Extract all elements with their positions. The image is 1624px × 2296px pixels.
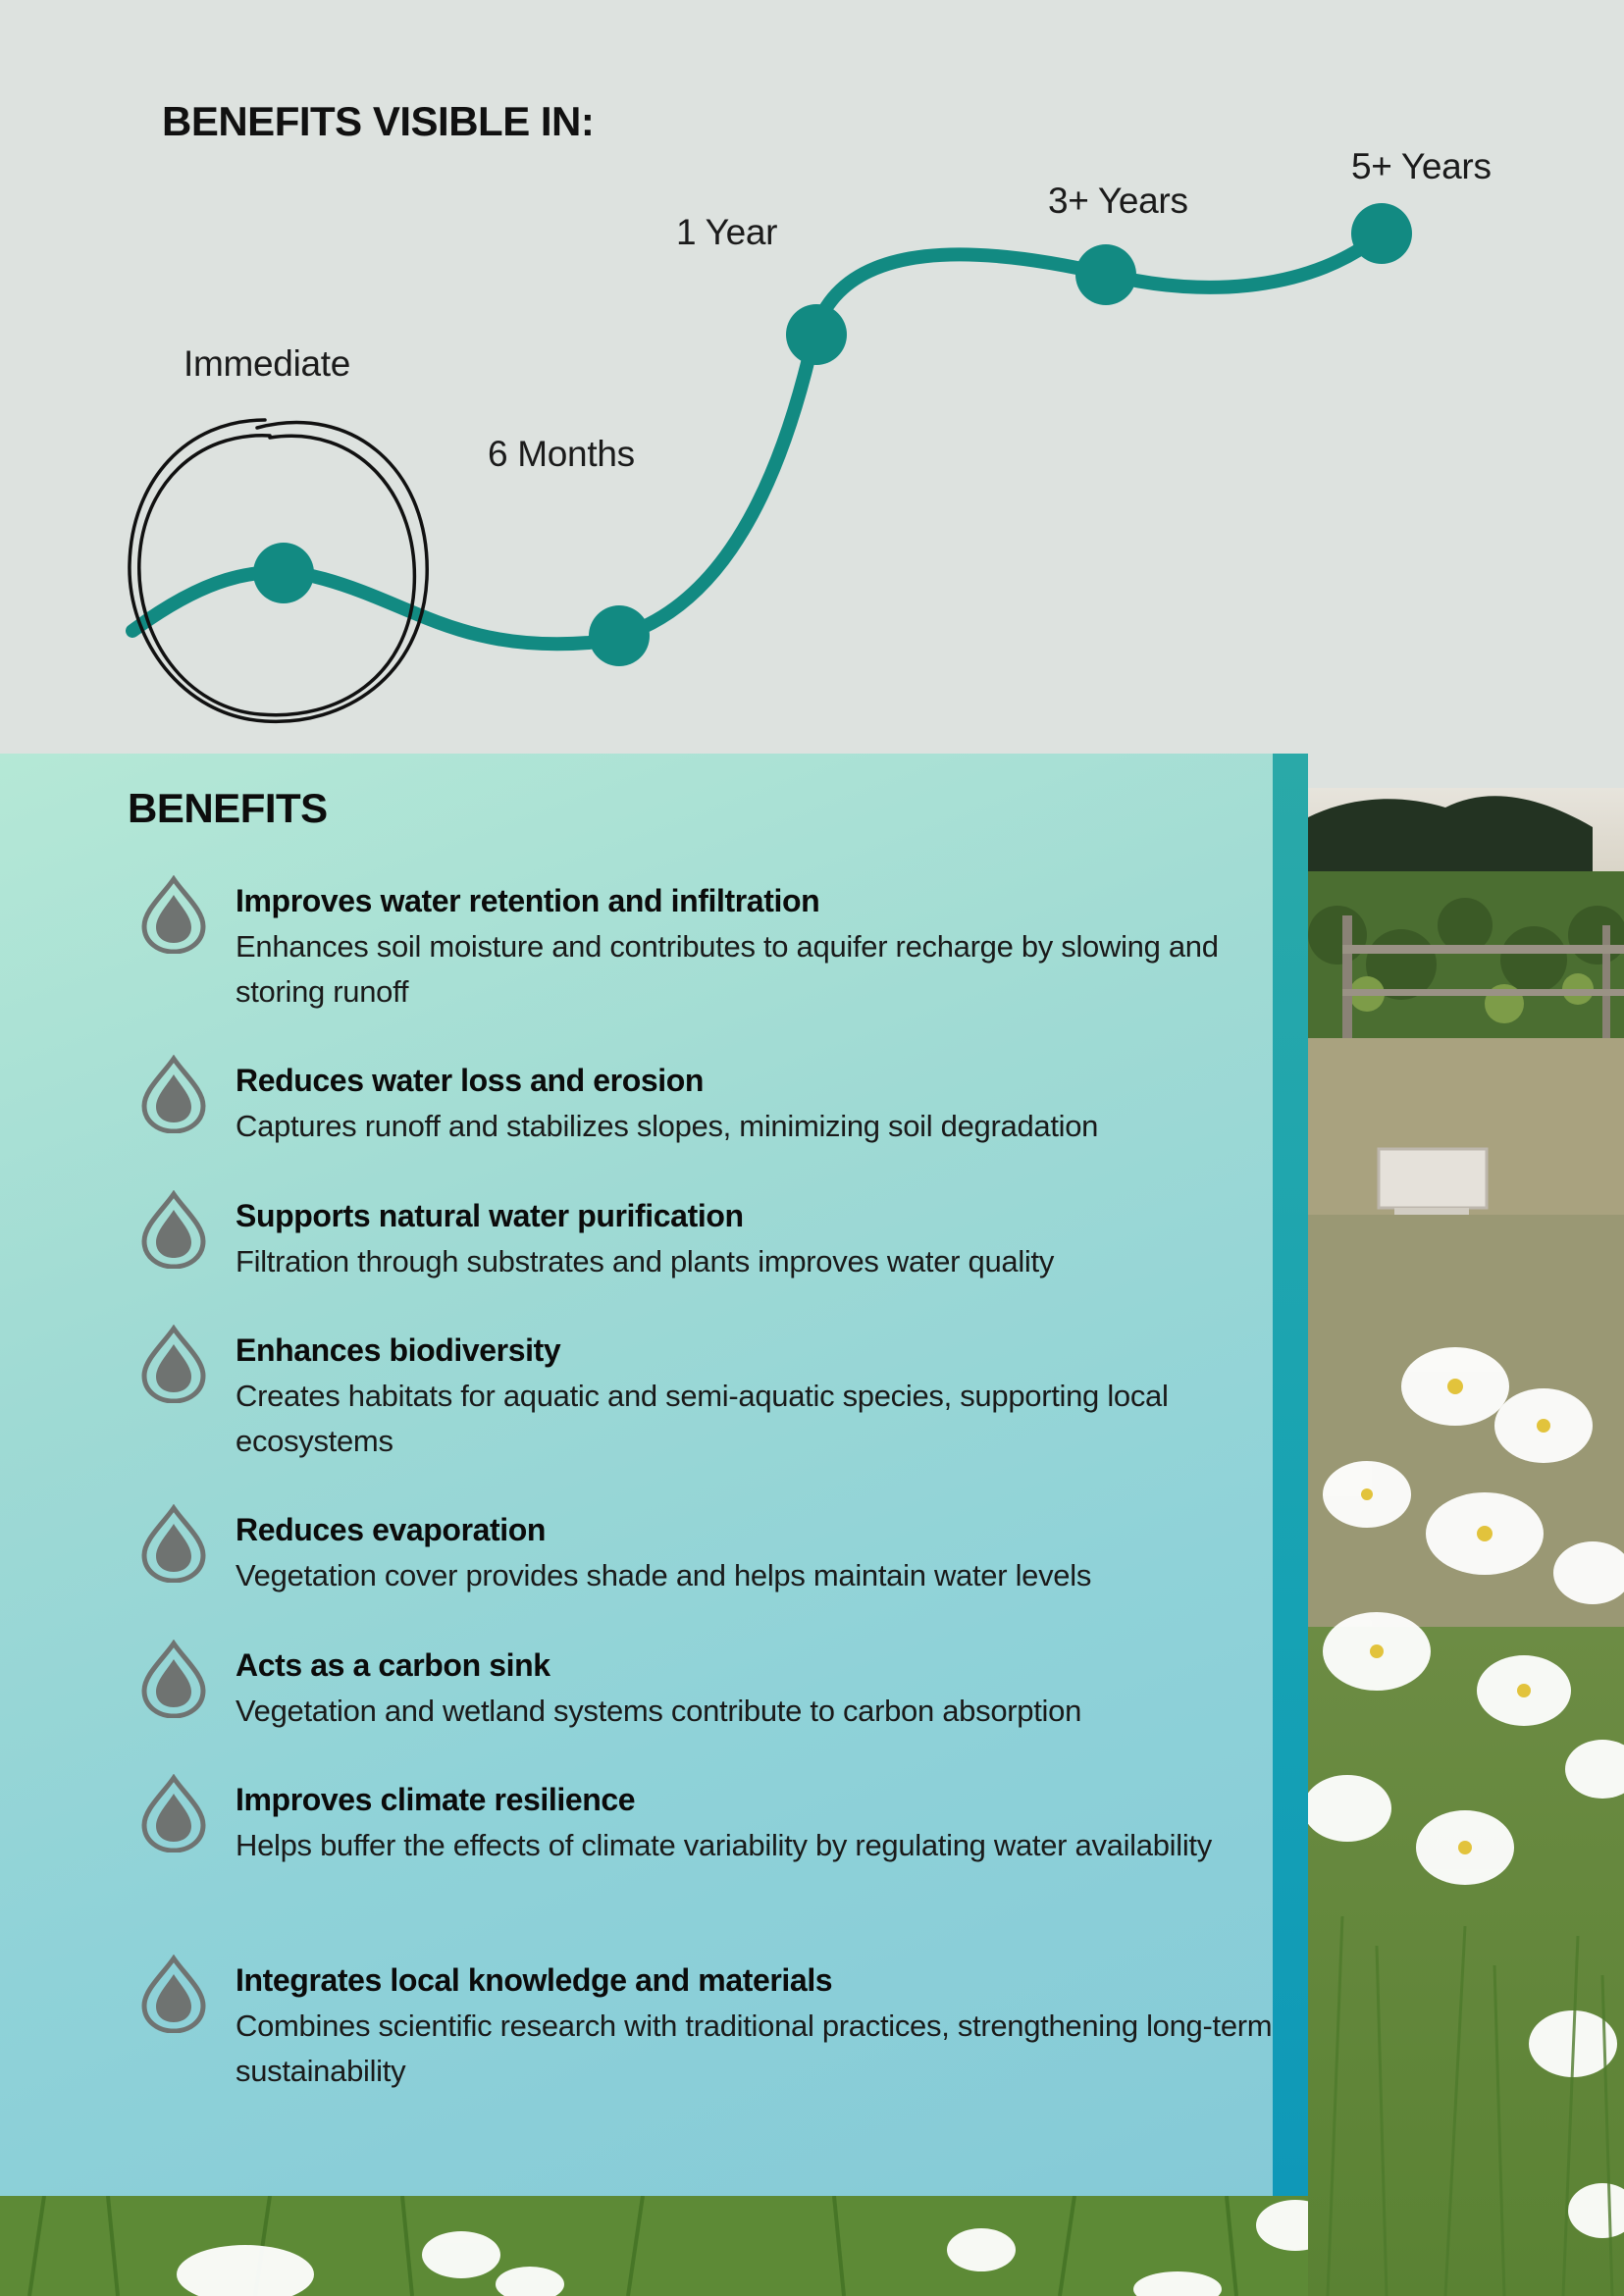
milestone-label-1-year: 1 Year bbox=[676, 212, 778, 252]
benefit-title: Integrates local knowledge and materials bbox=[236, 1962, 833, 1998]
timeline-milestone-dots bbox=[253, 203, 1412, 666]
water-drop-icon bbox=[139, 1504, 208, 1583]
benefit-title: Improves climate resilience bbox=[236, 1782, 636, 1817]
benefit-description: Vegetation and wetland systems contribute to carbon absorption bbox=[236, 1694, 1082, 1728]
milestone-label-immediate: Immediate bbox=[183, 343, 351, 384]
water-drop-icon bbox=[139, 1325, 208, 1403]
timeline-section bbox=[0, 0, 1624, 754]
milestone-dot-immediate bbox=[253, 543, 314, 603]
benefit-description: Helps buffer the effects of climate variability by regulating water availability bbox=[236, 1828, 1212, 1862]
water-drop-icon bbox=[139, 1955, 208, 2033]
accent-stripe bbox=[1273, 754, 1308, 2196]
milestone-dot-1-year bbox=[786, 304, 847, 365]
water-drop-icon bbox=[139, 1774, 208, 1852]
water-drop-icon bbox=[139, 875, 208, 954]
benefit-description: Enhances soil moisture and contributes to aquifer recharge by slowing and storing runoff bbox=[236, 929, 1219, 1009]
meadow-photo bbox=[1308, 788, 1624, 2296]
benefit-description: Creates habitats for aquatic and semi-aquatic species, supporting local ecosystems bbox=[236, 1379, 1169, 1458]
benefit-description: Vegetation cover provides shade and helps maintain water levels bbox=[236, 1558, 1092, 1592]
benefit-title: Supports natural water purification bbox=[236, 1198, 744, 1233]
milestone-dot-6-months bbox=[589, 605, 650, 666]
water-drop-icon bbox=[139, 1055, 208, 1133]
benefits-heading: BENEFITS bbox=[128, 785, 328, 831]
benefit-title: Improves water retention and infiltration bbox=[236, 883, 820, 918]
benefit-title: Reduces water loss and erosion bbox=[236, 1063, 705, 1098]
benefit-description: Filtration through substrates and plants improves water quality bbox=[236, 1244, 1055, 1278]
milestone-dot-5-years bbox=[1351, 203, 1412, 264]
milestone-label-3-years: 3+ Years bbox=[1048, 181, 1188, 221]
benefit-title: Reduces evaporation bbox=[236, 1512, 547, 1547]
milestone-label-5-years: 5+ Years bbox=[1351, 146, 1492, 186]
benefit-title: Acts as a carbon sink bbox=[236, 1647, 550, 1683]
milestone-dot-3-years bbox=[1075, 244, 1136, 305]
meadow-photo-strip bbox=[0, 2196, 1308, 2296]
benefit-description: Captures runoff and stabilizes slopes, minimizing soil degradation bbox=[236, 1109, 1099, 1143]
water-drop-icon bbox=[139, 1190, 208, 1269]
benefit-title: Enhances biodiversity bbox=[236, 1332, 561, 1368]
milestone-label-6-months: 6 Months bbox=[488, 434, 635, 474]
timeline-heading: BENEFITS VISIBLE IN: bbox=[162, 98, 595, 144]
water-drop-icon bbox=[139, 1640, 208, 1718]
benefit-description: Combines scientific research with traditional practices, strengthening long-term sustainability bbox=[236, 2009, 1273, 2088]
